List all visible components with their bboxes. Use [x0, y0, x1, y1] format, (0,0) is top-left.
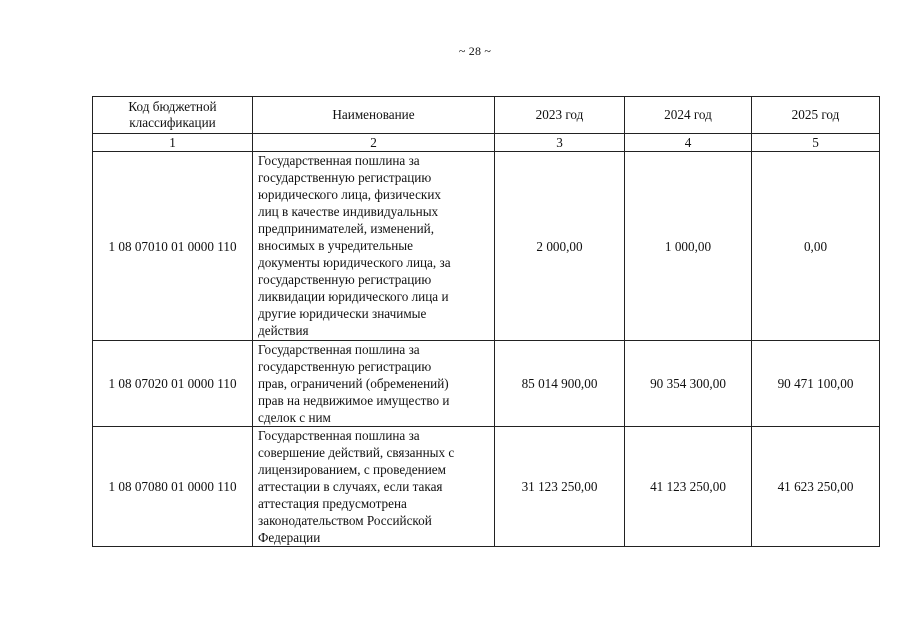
name-line: предпринимателей, изменений,	[258, 221, 434, 236]
name-line: ликвидации юридического лица и	[258, 289, 449, 304]
name-line: вносимых в учредительные	[258, 238, 413, 253]
name-line: сделок с ним	[258, 410, 331, 425]
header-code: Код бюджетной классификации	[93, 97, 253, 134]
column-index: 3	[495, 134, 625, 152]
page-number: ~ 28 ~	[458, 44, 492, 58]
budget-code: 1 08 07020 01 0000 110	[93, 341, 253, 427]
amount-2025: 90 471 100,00	[752, 341, 880, 427]
name-line: совершение действий, связанных с	[258, 445, 455, 460]
table-row	[93, 152, 880, 341]
name-line: Федерации	[258, 530, 321, 545]
amount-2024: 41 123 250,00	[625, 427, 752, 547]
name-line: Государственная пошлина за	[258, 342, 420, 357]
name-line: действия	[258, 323, 309, 338]
name-line: государственную регистрацию	[258, 170, 432, 185]
amount-2023: 85 014 900,00	[495, 341, 625, 427]
budget-code: 1 08 07080 01 0000 110	[93, 427, 253, 547]
name-line: прав, ограничений (обременений)	[258, 376, 449, 391]
name-line: другие юридически значимые	[258, 306, 427, 321]
name-line: Государственная пошлина за	[258, 428, 420, 443]
item-name	[253, 152, 495, 341]
amount-2023: 31 123 250,00	[495, 427, 625, 547]
name-line: Государственная пошлина за	[258, 153, 420, 168]
column-index: 5	[752, 134, 880, 152]
column-index: 4	[625, 134, 752, 152]
column-index: 2	[253, 134, 495, 152]
budget-table	[92, 96, 880, 547]
name-line: законодательством Российской	[258, 513, 432, 528]
header-name: Наименование	[253, 97, 495, 134]
amount-2025: 41 623 250,00	[752, 427, 880, 547]
amount-2023: 2 000,00	[495, 152, 625, 341]
item-name	[253, 427, 495, 547]
column-index-row	[93, 134, 880, 152]
budget-code: 1 08 07010 01 0000 110	[93, 152, 253, 341]
table-header-row	[93, 97, 880, 134]
item-name	[253, 341, 495, 427]
name-line: документы юридического лица, за	[258, 255, 451, 270]
name-line: лиц в качестве индивидуальных	[258, 204, 439, 219]
table-row	[93, 427, 880, 547]
name-line: прав на недвижимое имущество и	[258, 393, 450, 408]
name-line: государственную регистрацию	[258, 359, 432, 374]
amount-2024: 1 000,00	[625, 152, 752, 341]
amount-2025: 0,00	[752, 152, 880, 341]
amount-2024: 90 354 300,00	[625, 341, 752, 427]
name-line: аттестации в случаях, если такая	[258, 479, 443, 494]
header-2023: 2023 год	[495, 97, 625, 134]
name-line: юридического лица, физических	[258, 187, 441, 202]
header-2024: 2024 год	[625, 97, 752, 134]
table-row	[93, 341, 880, 427]
name-line: лицензированием, с проведением	[258, 462, 446, 477]
name-line: государственную регистрацию	[258, 272, 432, 287]
header-2025: 2025 год	[752, 97, 880, 134]
name-line: аттестация предусмотрена	[258, 496, 407, 511]
column-index: 1	[93, 134, 253, 152]
